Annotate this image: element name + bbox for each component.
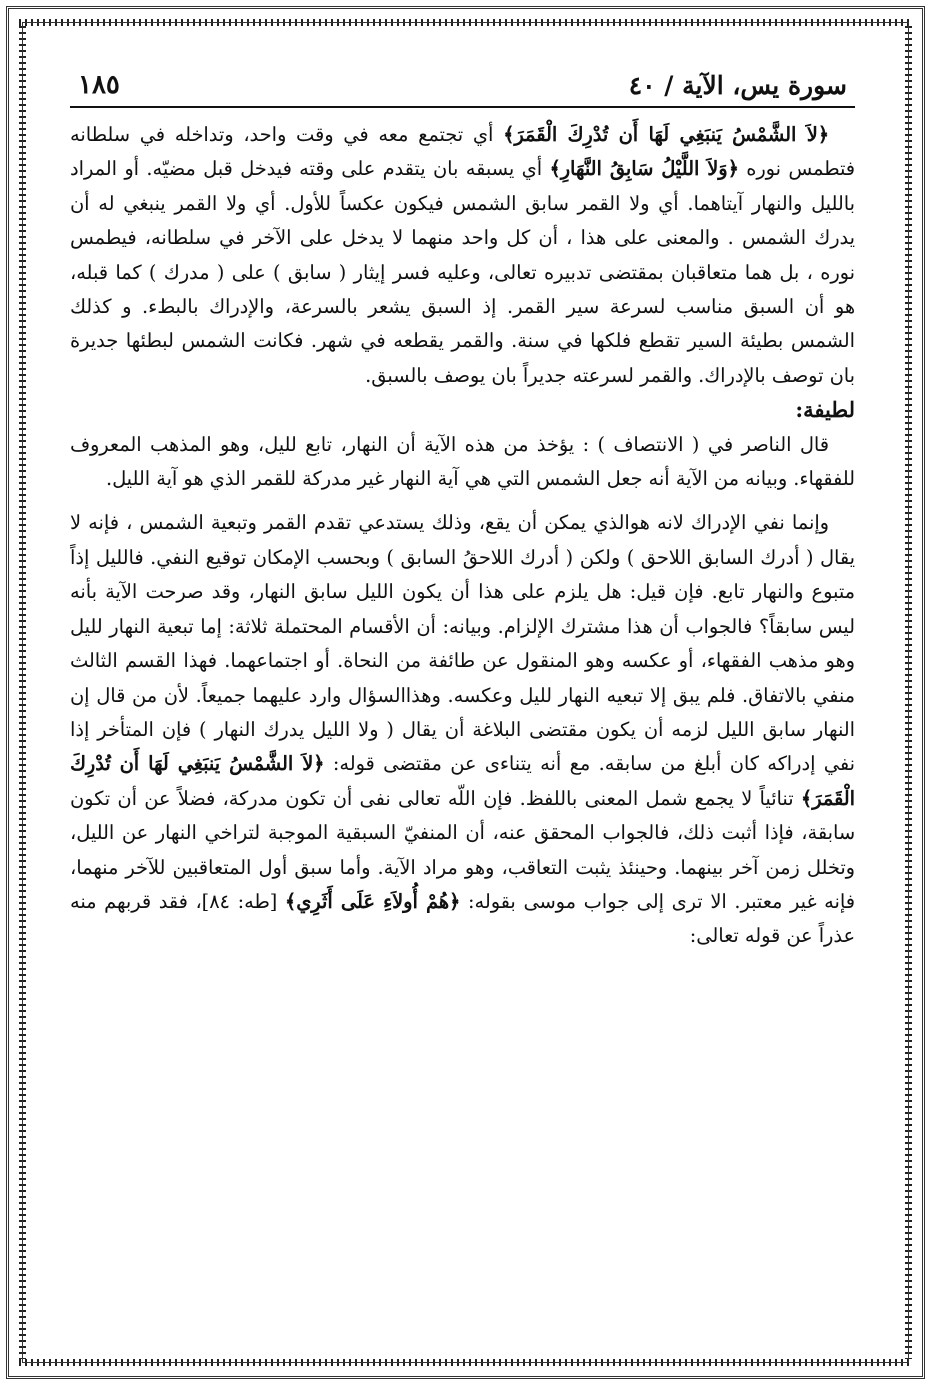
surah-title: سورة يس، الآية / ٤٠ bbox=[628, 71, 847, 100]
quran-verse: ﴿وَلاَ اللَّيْلُ سَابِقُ النَّهَارِ﴾ bbox=[549, 157, 739, 181]
paragraph-3 bbox=[70, 506, 855, 953]
paragraph-2: قال الناصر في ( الانتصاف ) : يؤخذ من هذه الآية أن النهار، تابع لليل، وهو المذهب المعروف للفقهاء. وبيانه من الآية أنه جعل الشمس التي هي آية النهار غير مدركة للقمر الذي هو آية الليل. bbox=[70, 432, 855, 491]
paragraph-text: تنائياً لا يجمع شمل المعنى باللفظ. فإن اللّه تعالى نفى أن تكون مدركة، فضلاً عن أن تكون سابقة، فإذا أثبت ذلك، فالجواب المحقق عنه، أن المنفيّ السبقية الموجبة لتراخي النهار عن الليل، وتخلل زمن آخر بينهما. وحينئذ يثبت التعاقب، وهو مراد الآية. وأما سبق أول المتعاقبين للآخر منهما، فإنه غير معتبر. الا ترى إلى جواب موسى بقوله: bbox=[70, 786, 855, 913]
quran-verse: ﴿لاَ الشَّمْسُ يَنبَغِي لَهَا أَن تُدْرِكَ الْقَمَرَ﴾ bbox=[70, 752, 855, 810]
page-header bbox=[70, 60, 855, 108]
quran-verse: ﴿لاَ الشَّمْسُ يَنبَغِي لَهَا أَن تُدْرِكَ الْقَمَرَ﴾ bbox=[503, 123, 829, 146]
page-number: ١٨٥ bbox=[78, 70, 120, 100]
paragraph-text: وإنما نفي الإدراك لانه هوالذي يمكن أن يقع، وذلك يستدعي تقدم القمر وتبعية الشمس ، فإنه لا يقال ( أدرك السابق اللاحق ) ولكن ( أدرك اللاحقُ السابق ) وبحسب الإمكان توقيع النفي. فالليل إذاً متبوع والنهار تابع. فإن قيل: هل يلزم على هذا أن يكون الليل سابق النهار، وقد صرحت الآية بأنه ليس سابقاً؟ فالجواب أن هذا مشترك الإلزام. وبيانه: أن الأقسام المحتملة ثلاثة: إما تبعية النهار لليل وهو مذهب الفقهاء، أو عكسه وهو المنقول عن طائفة من النحاة. أو اجتماعهما. فهذا القسم الثالث منفي بالاتفاق. فلم يبق إلا تبعيه النهار لليل وعكسه. وهذاالسؤال وارد عليهما جميعاً. لأن من قال إن النهار سابق الليل لزمه أن يكون مقتضى البلاغة أن يقال ( ولا الليل يدرك النهار ) فإن المتأخر إذا نفي إدراكه كان أبلغ من سابقه. مع أنه يتناءى عن مقتضى قوله: bbox=[70, 511, 855, 776]
paragraph-text: أي تجتمع معه في وقت واحد، وتداخله في سلطانه فتطمس نوره bbox=[70, 123, 855, 181]
body-text bbox=[70, 118, 855, 954]
paragraph-text: أي يسبقه بان يتقدم على وقته فيدخل قبل مضيّه. أو المراد بالليل والنهار آيتاهما. أي ولا القمر سابق الشمس فيكون عكساً للأول. أي ولا القمر ينبغي له أن يدرك الشمس . والمعنى على هذا ، أن كل واحد منهما لا يدخل على الآخر في سلطانه، فيطمس نوره ، بل هما متعاقبان بمقتضى تدبيره تعالى، وعليه فسر إيثار ( سابق ) على ( مدرك ) كما قبله، هو أن السبق مناسب لسرعة سير القمر. إذ السبق يشعر بالسرعة، والإدراك بالبطء. و كذلك الشمس بطيئة السير تقطع فلكها في سنة. والقمر يقطعه في شهر. فكانت الشمس لبطئها جديرة بان توصف بالإدراك. والقمر لسرعته جديراً بان يوصف بالسبق. bbox=[70, 157, 855, 387]
page-content bbox=[70, 60, 855, 1340]
section-heading: لطيفة: bbox=[795, 397, 855, 423]
paragraph-1 bbox=[70, 118, 855, 393]
quran-verse: ﴿هُمْ أُولاَءِ عَلَى أَثَرِي﴾ bbox=[284, 889, 461, 913]
paragraph-text: [طه: ٨٤]، فقد قربهم منه عذراً عن قوله تعالى: bbox=[70, 889, 855, 948]
